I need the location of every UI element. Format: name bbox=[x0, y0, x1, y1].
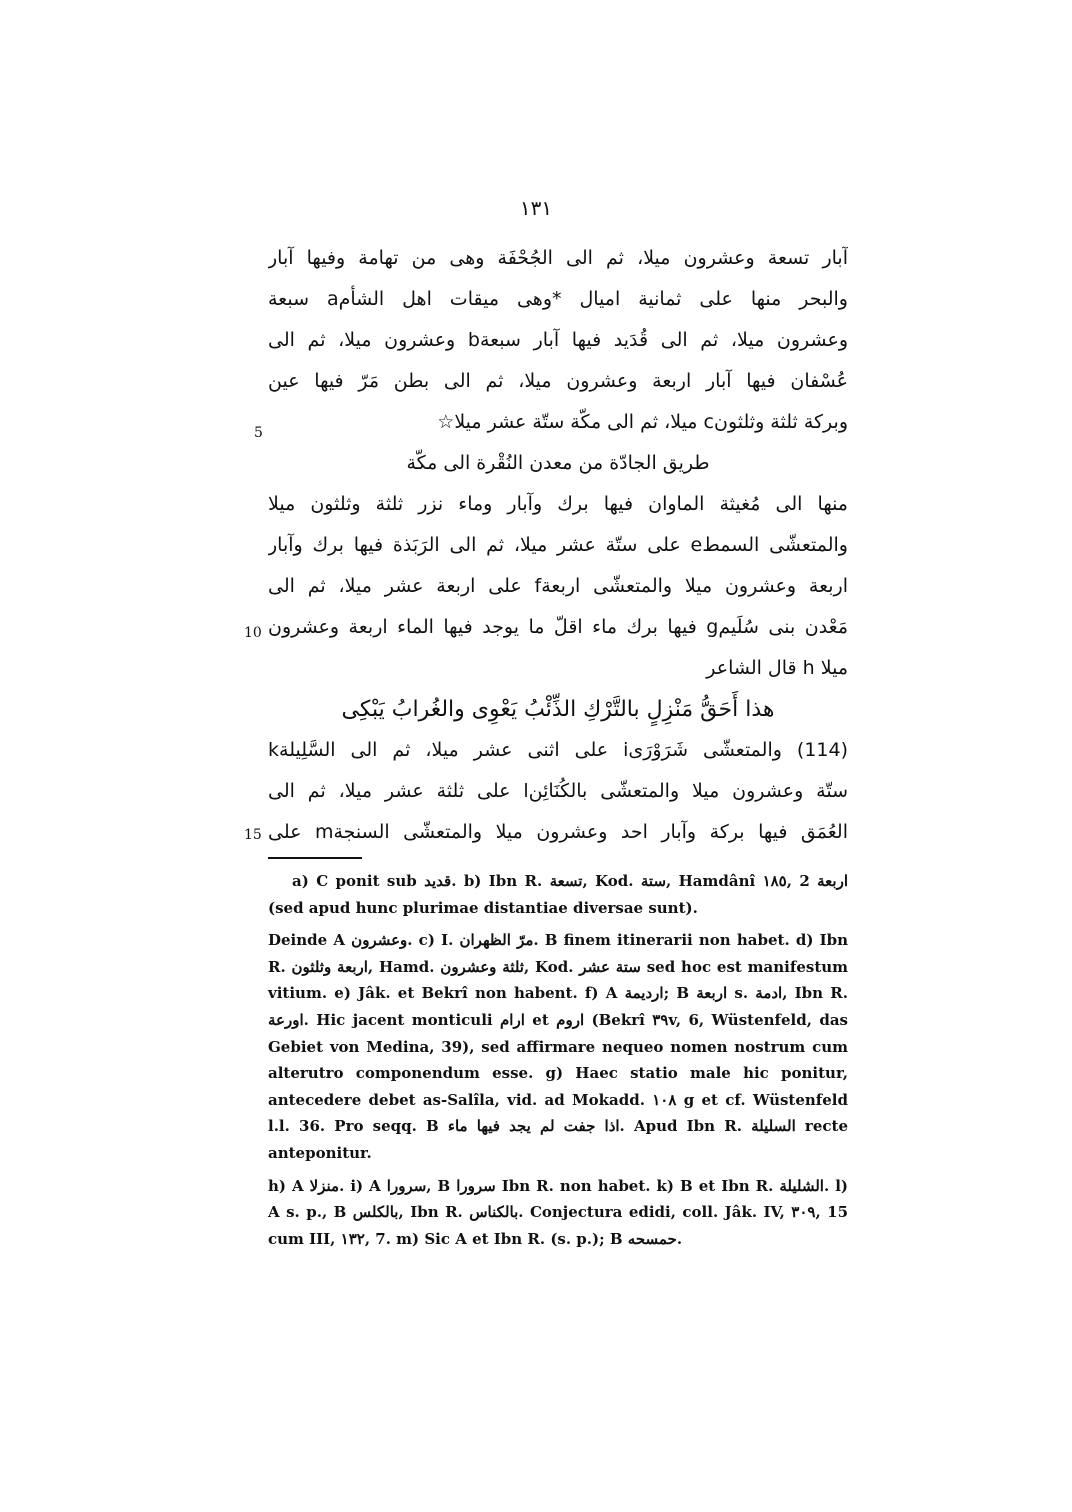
text-line: والبحر منها على ثمانية اميال *وهى ميقات اهل الشأمa سبعة bbox=[268, 288, 848, 310]
text-line: والمتعشّى السمطe على ستّة عشر ميلا، ثم الى الرَبَذة فيها برك وآبار bbox=[268, 534, 848, 556]
text-line: عُسْفان فيها آبار اربعة وعشرون ميلا، ثم الى بطن مَرّ فيها عين bbox=[268, 370, 848, 392]
text-line: العُمَق فيها بركة وآبار احد وعشرون ميلا والمتعشّى السنجةm على bbox=[268, 821, 848, 843]
line-number: 15 bbox=[244, 827, 262, 843]
verse-line: هذا أَحَقُّ مَنْزِلٍ بالتَّرْكِ الذِّئْبُ يَعْوِى والغُرابُ يَبْكِى bbox=[341, 697, 775, 722]
footnotes bbox=[268, 868, 848, 1258]
text-line: (114) والمتعشّى شَرَوْرَىi على اثنى عشر ميلا، ثم الى السَّلِيلةk bbox=[268, 739, 848, 761]
line-number: 10 bbox=[244, 625, 262, 641]
section-heading: طريق الجادّة من معدن النُقْرة الى مكّة bbox=[406, 452, 710, 474]
text-line: ميلا h قال الشاعر bbox=[706, 657, 848, 679]
line-number: 5 bbox=[254, 425, 263, 441]
text-line: آبار تسعة وعشرون ميلا، ثم الى الجُحْفَة وهى من تهامة وفيها آبار bbox=[268, 247, 848, 269]
text-line: منها الى مُغيثة الماوان فيها برك وآبار وماء نزر ثلثة وثلثون ميلا bbox=[268, 493, 848, 515]
text-line: مَعْدن بنى سُلَيمg فيها برك ماء اقلّ ما يوجد فيها الماء اربعة وعشرون bbox=[268, 616, 848, 638]
text-line: وعشرون ميلا، ثم الى قُدَيد فيها آبار سبعةb وعشرون ميلا، ثم الى bbox=[268, 329, 848, 351]
text-line: اربعة وعشرون ميلا والمتعشّى اربعةf على اربعة عشر ميلا، ثم الى bbox=[268, 575, 848, 597]
footnote-paragraph: h) A منزلا. i) A سرورا, B سرورا Ibn R. non habet. k) B et Ibn R. الشليلة. l) A s. p., B بالكلس, Ibn R. بالكناس. Conjectura edidi, coll. Jâk. IV, ٣٠٩, 15 cum III, ١٣٢, 7. m) Sic A et Ibn R. (s. p.); B حمسحه. bbox=[268, 1176, 849, 1248]
text-line: ستّة وعشرون ميلا والمتعشّى بالكُنَائِنl على ثلثة عشر ميلا، ثم الى bbox=[268, 780, 848, 802]
main-text bbox=[268, 238, 848, 853]
text-line: وبركة ثلثة وثلثونc ميلا، ثم الى مكّة ستّة عشر ميلا☆ bbox=[437, 411, 848, 433]
footnote-divider bbox=[268, 857, 362, 859]
page-number: ١٣١ bbox=[519, 196, 553, 220]
footnote-paragraph: Deinde A وعشرون. c) I. مرّ الظهران. B finem itinerarii non habet. d) Ibn R. اربعة وثلثون, Hamd. ثلثة وعشرون, Kod. ستة عشر sed hoc est manifestum vitium. e) Jâk. et Bekrî non habent. f) A ارديمة; B اربعة s. ادمة, Ibn R. اورعة. Hic jacent monticuli ارام et اروم (Bekrî ٣٩v, 6, Wüstenfeld, das Gebiet von Medina, 39), sed affirmare nequeo nomen nostrum cum alterutro componendum esse. g) Haec statio male hic ponitur, antecedere debet as-Salîla, vid. ad Mokadd. ١٠٨ g et cf. Wüstenfeld l.l. 36. Pro seqq. B اذا جفت لم يجد فيها ماء. Apud Ibn R. السليلة recte anteponitur. bbox=[268, 931, 849, 1162]
footnote-paragraph: a) C ponit sub قديد. b) Ibn R. تسعة, Kod. ستة, Hamdânî ١٨٥, 2 اربعة (sed apud hunc plurimae distantiae diversae sunt). bbox=[268, 872, 849, 917]
